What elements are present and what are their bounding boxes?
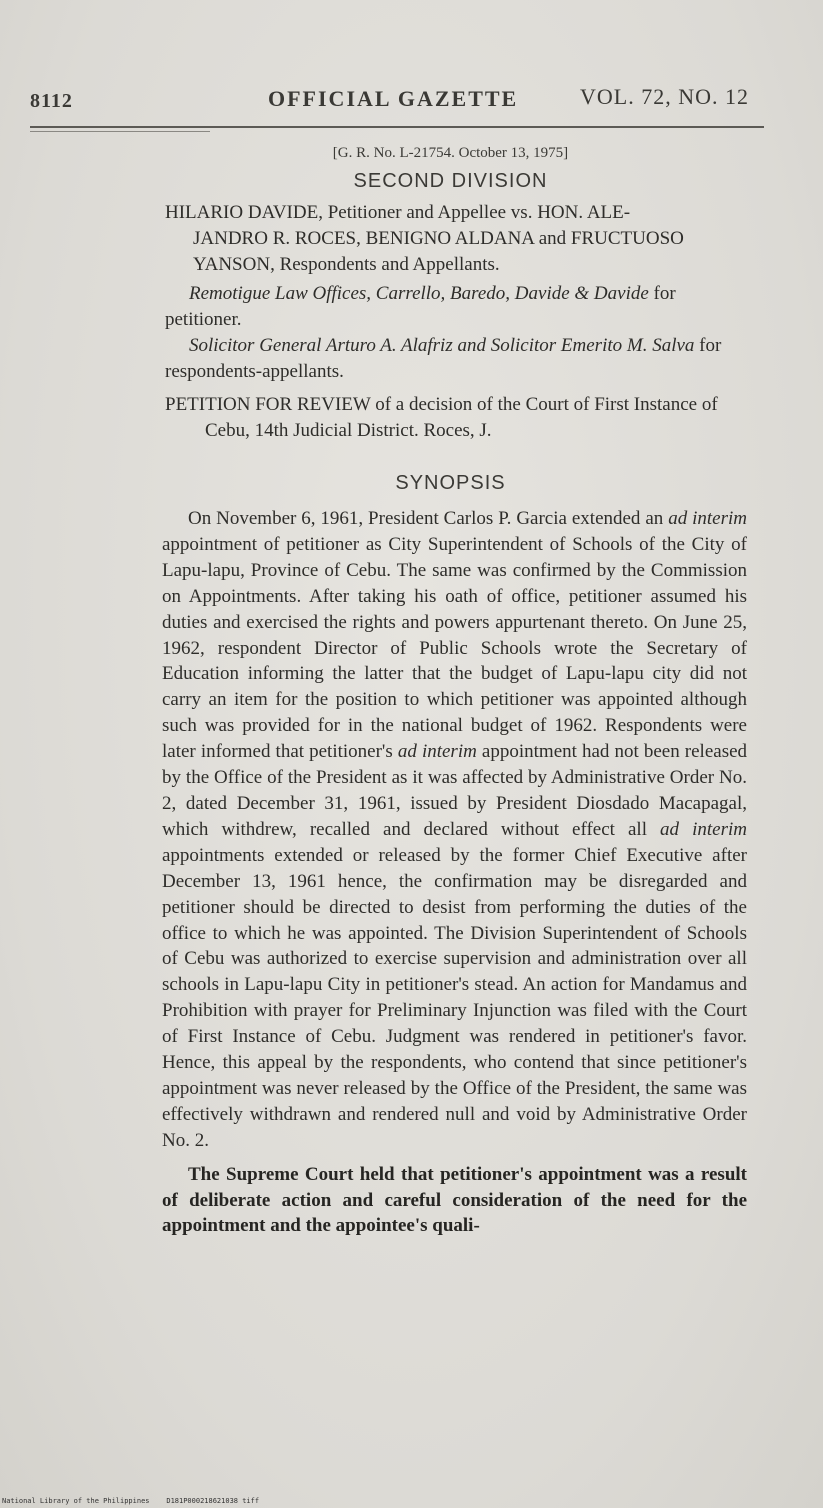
publication-title: OFFICIAL GAZETTE (268, 86, 519, 111)
petition-statement (165, 392, 750, 444)
scan-footer: National Library of the Philippines D181P000218621038 tiff (2, 1497, 260, 1505)
synopsis-italic-1: ad interim (668, 508, 747, 529)
petition-rest: of a decision of the Court of First Instance of Cebu, 14th Judicial District. Roces, J. (205, 394, 718, 441)
parties-line-3: YANSON, Respondents and Appellants. (193, 254, 500, 275)
parties-line-2: JANDRO R. ROCES, BENIGNO ALDANA and FRUCTUOSO (193, 228, 684, 249)
synopsis-body (162, 506, 747, 1247)
synopsis-italic-2: ad interim (397, 741, 477, 763)
counsel-petitioner-role: for petitioner. (165, 283, 676, 330)
synopsis-heading: SYNOPSIS (395, 472, 506, 494)
page-number: 8112 (30, 90, 73, 112)
synopsis-paragraph-2: The Supreme Court held that petitioner's appointment was a result of deliberate action and careful consideration of the need for the appointment and the appointee's quali- (162, 1163, 747, 1237)
synopsis-text-d: appointments extended or released by the former Chief Executive after December 13, 1961 hence, the confirmation may be disregarded and petitioner should be directed to desist from performing the duties of the office to which he was appointed. The Division Superintendent of Schools of Cebu was authorized to exercise supervision and administration over all schools in Lapu-lapu City in petitioner's stead. An action for Mandamus and Prohibition with prayer for Preliminary Injunction was filed with the Court of First Instance of Cebu. Judgment was rendered in petitioner's favor. Hence, this appeal by the respondents, who contend that since petitioner's appointment was never released by the Office of the President, the same was effectively withdrawn and rendered null and void by Administrative Order No. 2. (162, 844, 747, 1151)
synopsis-text-c: appointment had not been released by the Office of the President as it was affected by Administrative Order No. 2, dated December 31, 1961, issued by President Diosdado Macapagal, which withdrew, recalled and declared without effect all (162, 741, 748, 840)
counsel-petitioner (165, 281, 750, 333)
header-rule (30, 126, 764, 128)
case-citation: [G. R. No. L-21754. October 13, 1975] (332, 145, 569, 161)
synopsis-text-a: On November 6, 1961, President Carlos P. Garcia extended an (188, 508, 664, 529)
division-heading: SECOND DIVISION (353, 170, 548, 192)
synopsis-paragraph-1 (162, 506, 747, 1154)
petition-lead: PETITION FOR REVIEW (165, 394, 371, 415)
page-header (0, 82, 823, 118)
counsel-respondents-names: Solicitor General Arturo A. Alafriz and Solicitor Emerito M. Salva (189, 335, 695, 356)
counsel-petitioner-names: Remotigue Law Offices, Carrello, Baredo, Davide & Davide (189, 283, 649, 304)
case-parties (165, 200, 750, 278)
header-rule-shadow (30, 131, 210, 132)
parties-line-1: HILARIO DAVIDE, Petitioner and Appellee vs. HON. ALE- (165, 202, 631, 223)
counsel-respondents-role: for respondents-appellants. (165, 335, 722, 382)
counsel-respondents (165, 333, 750, 385)
volume-number: VOL. 72, NO. 12 (580, 84, 749, 109)
counsel-section (165, 281, 750, 385)
synopsis-text-b: appointment of petitioner as City Superintendent of Schools of the City of Lapu-lapu, Province of Cebu. The same was confirmed by the Commission on Appointments. After taking his oath of office, petitioner assumed his duties and exercised the rights and powers appurtenant thereto. On June 25, 1962, respondent Director of Public Schools wrote the Secretary of Education informing the latter that the budget of Lapu-lapu city did not carry an item for the position to which petitioner was appointed although such was provided for in the national budget of 1962. Respondents were later informed that petitioner's (162, 533, 747, 763)
synopsis-italic-3: ad interim (660, 818, 747, 840)
